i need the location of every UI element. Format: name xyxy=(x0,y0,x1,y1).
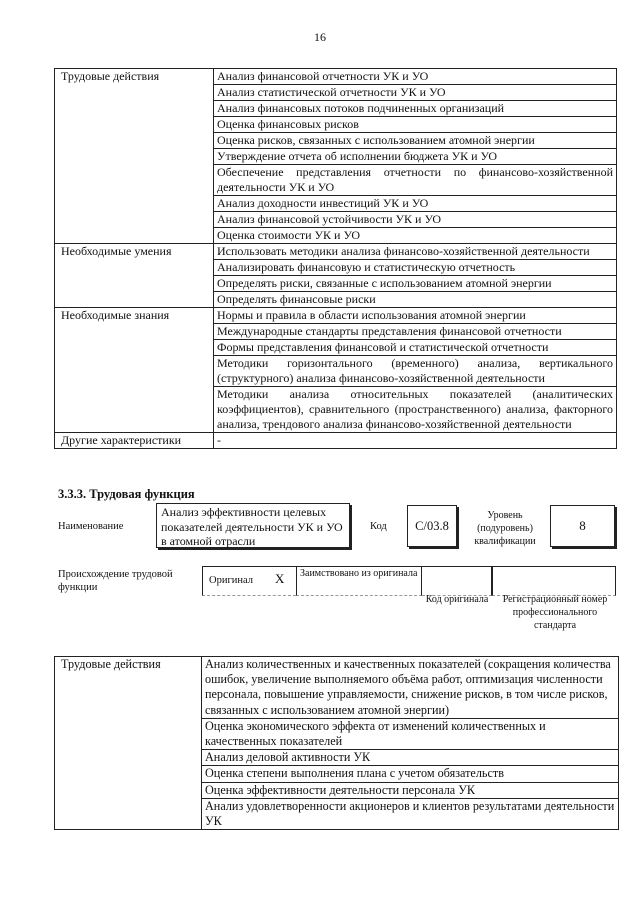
origin-label: Происхождение трудовой функции xyxy=(58,569,173,593)
list-item: Анализ финансовых потоков подчиненных организаций xyxy=(214,101,617,117)
list-item: Определять финансовые риски xyxy=(214,292,617,308)
reg-number-label: Регистрационный номер профессионального стандарта xyxy=(502,594,608,631)
list-item: Определять риски, связанные с использованием атомной энергии xyxy=(214,276,617,292)
list-item: Использовать методики анализа финансово-хозяйственной деятельности xyxy=(214,244,617,260)
table-row xyxy=(55,244,617,260)
code-box xyxy=(407,505,457,547)
section-label: Трудовые действия xyxy=(55,657,202,830)
list-item: Оценка степени выполнения плана с учетом обязательств xyxy=(202,766,619,782)
function-name: Анализ эффективности целевых показателей деятельности УК и УО в атомной отрасли xyxy=(161,505,343,548)
section-title: 3.3.3. Трудовая функция xyxy=(58,487,195,501)
list-item: Методики горизонтального (временного) анализа, вертикального (структурного) анализа финансово-хозяйственной деятельности xyxy=(214,356,617,387)
table-row xyxy=(55,308,617,324)
list-item: Утверждение отчета об исполнении бюджета УК и УО xyxy=(214,149,617,165)
page-number: 16 xyxy=(314,30,326,44)
list-item: Формы представления финансовой и статистической отчетности xyxy=(214,340,617,356)
list-item: Обеспечение представления отчетности по финансово-хозяйственной деятельности УК и УО xyxy=(214,165,617,196)
list-item: Оценка эффективности деятельности персонала УК xyxy=(202,782,619,798)
list-item: Анализ статистической отчетности УК и УО xyxy=(214,85,617,101)
list-item: Анализ удовлетворенности акционеров и клиентов результатами деятельности УК xyxy=(202,798,619,829)
name-label: Наименование xyxy=(58,521,124,532)
code-original-label: Код оригинала xyxy=(425,594,489,605)
section-label: Трудовые действия xyxy=(55,69,214,244)
list-item: Нормы и правила в области использования атомной энергии xyxy=(214,308,617,324)
list-item: Анализ финансовой устойчивости УК и УО xyxy=(214,212,617,228)
list-item: Оценка рисков, связанных с использованием атомной энергии xyxy=(214,133,617,149)
table-row xyxy=(55,657,619,719)
table-row xyxy=(55,69,617,85)
labor-actions-table xyxy=(54,656,619,830)
list-item: Оценка экономического эффекта от изменений количественных и качественных показателей xyxy=(202,718,619,749)
level-value: 8 xyxy=(579,518,586,533)
code-value: С/03.8 xyxy=(415,518,449,533)
list-item: Методики анализа относительных показателей (аналитических коэффициентов), сравнительного (пространственного) анализа, факторного анализа, трендового анализа финансово-хозяйственной деятельности xyxy=(214,387,617,433)
list-item: Международные стандарты представления финансовой отчетности xyxy=(214,324,617,340)
list-item: Анализировать финансовую и статистическую отчетность xyxy=(214,260,617,276)
original-label: Оригинал xyxy=(209,575,253,586)
original-mark: X xyxy=(275,571,285,586)
function-name-box xyxy=(156,503,350,548)
competency-table xyxy=(54,68,617,449)
reg-number-cell xyxy=(492,566,616,596)
list-item: Анализ количественных и качественных показателей (сокращения количества ошибок, увеличение выполняемого объёма работ, оптимизация численности персонала, повышение управляемости, снижение рисков, в том числе рисков, связанных с использованием атомной энергии) xyxy=(202,657,619,719)
list-item: - xyxy=(214,433,617,449)
level-label: Уровень (подуровень) квалификации xyxy=(474,510,536,547)
section-label: Другие характеристики xyxy=(55,433,214,449)
section-label: Необходимые знания xyxy=(55,308,214,433)
list-item: Оценка стоимости УК и УО xyxy=(214,228,617,244)
list-item: Анализ доходности инвестиций УК и УО xyxy=(214,196,617,212)
level-box xyxy=(550,505,615,547)
borrowed-label: Заимствовано из оригинала xyxy=(300,568,418,579)
list-item: Оценка финансовых рисков xyxy=(214,117,617,133)
list-item: Анализ деловой активности УК xyxy=(202,750,619,766)
table-row xyxy=(55,433,617,449)
code-label: Код xyxy=(370,521,387,532)
section-label: Необходимые умения xyxy=(55,244,214,308)
code-original-cell xyxy=(422,566,492,596)
list-item: Анализ финансовой отчетности УК и УО xyxy=(214,69,617,85)
